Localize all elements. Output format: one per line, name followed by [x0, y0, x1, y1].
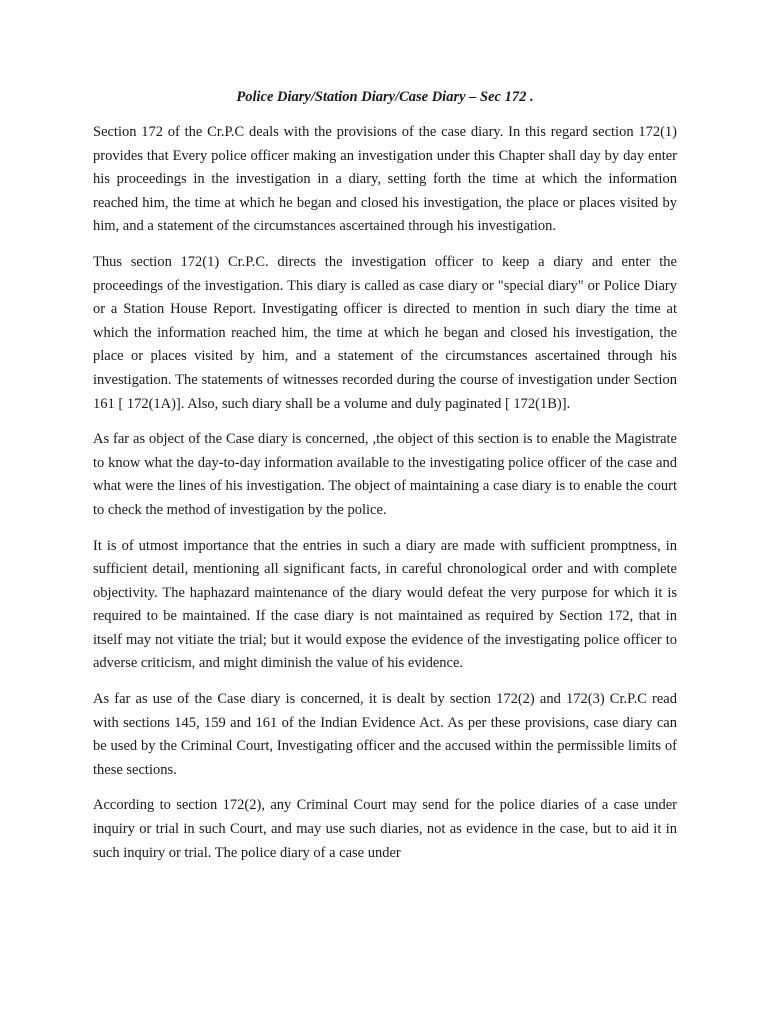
paragraph-use-of-case-diary: As far as use of the Case diary is concerned, it is dealt by section 172(2) and 172(3) Cr.P.C read with sections 145, 159 and 161 of the Indian Evidence Act. As per these provisions, case diary can be used by the Criminal Court, Investigating officer and the accused within the permissible limits of these sections. [93, 691, 677, 778]
paragraph-section-172-overview: Section 172 of the Cr.P.C deals with the provisions of the case diary. In this regard section 172(1) provides that Every police officer making an investigation under this Chapter shall day by day enter his proceedings in the investigation in a diary, setting forth the time at which the information reached him, the time at which he began and closed his investigation, the place or places visited by him, and a statement of the circumstances ascertained through his investigation. [93, 124, 677, 235]
paragraph-object-of-case-diary: As far as object of the Case diary is concerned, ,the object of this section is to enable the Magistrate to know what the day-to-day information available to the investigating police officer of the case and what were the lines of his investigation. The object of maintaining a case diary is to enable the court to check the method of investigation by the police. [93, 431, 677, 518]
document-title: Police Diary/Station Diary/Case Diary – Sec 172 . [236, 89, 534, 105]
document-page [93, 86, 677, 877]
paragraph-importance-of-entries: It is of utmost importance that the entries in such a diary are made with sufficient promptness, in sufficient detail, mentioning all significant facts, in careful chronological order and with complete objectivity. The haphazard maintenance of the diary would defeat the very purpose for which it is required to be maintained. If the case diary is not maintained as required by Section 172, that in itself may not vitiate the trial; but it would expose the evidence of the investigating police officer to adverse criticism, and might diminish the value of his evidence. [93, 537, 677, 672]
paragraph-section-172-1-directions: Thus section 172(1) Cr.P.C. directs the investigation officer to keep a diary and enter the proceedings of the investigation. This diary is called as case diary or "special diary" or Police Diary or a Station House Report. Investigating officer is directed to mention in such diary the time at which the information reached him, the time at which he began and closed his investigation, the place or places visited by him, and a statement of the circumstances ascertained through his investigation. The statements of witnesses recorded during the course of investigation under Section 161 [ 172(1A)]. Also, such diary shall be a volume and duly paginated [ 172(1B)]. [93, 253, 677, 412]
paragraph-section-172-2: According to section 172(2), any Criminal Court may send for the police diaries of a case under inquiry or trial in such Court, and may use such diaries, not as evidence in the case, but to aid it in such inquiry or trial. The police diary of a case under [93, 797, 677, 861]
